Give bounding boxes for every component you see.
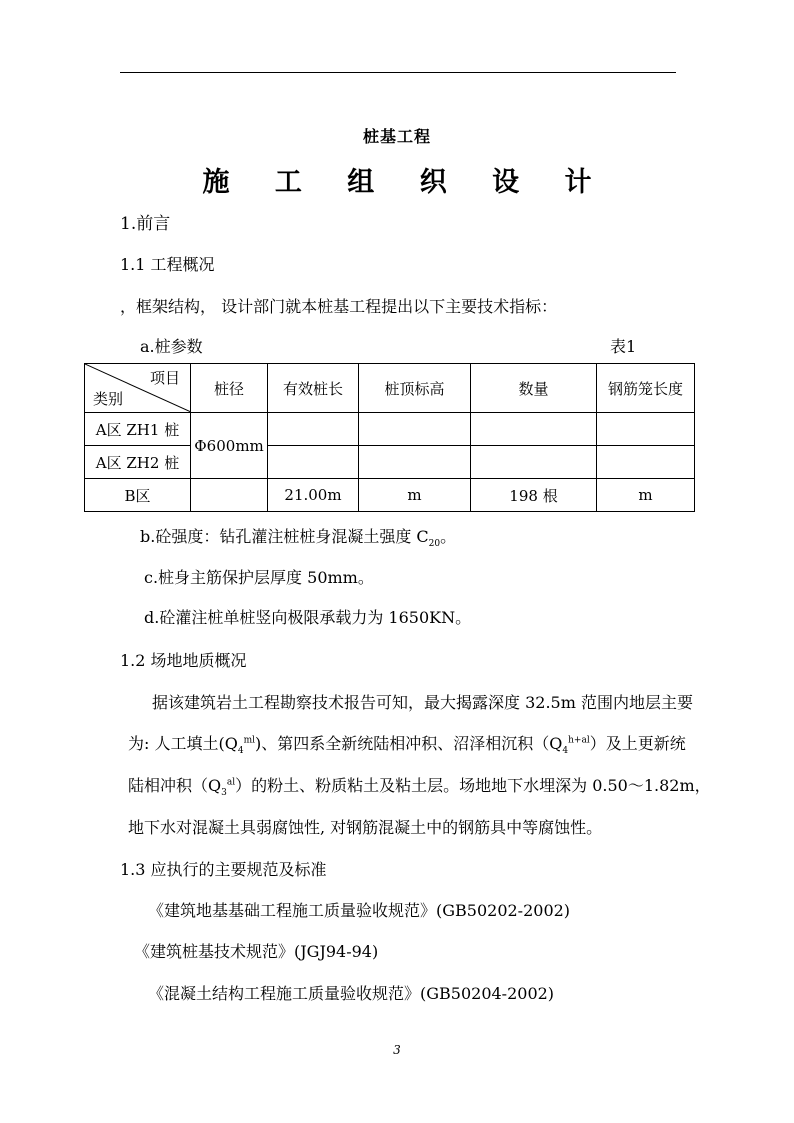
standard-item: 《建筑地基基础工程施工质量验收规范》(GB50202-2002) bbox=[148, 901, 571, 920]
geology-line-1: 据该建筑岩土工程勘察技术报告可知，最大揭露深度 32.5m 范围内地层主要 bbox=[152, 693, 693, 712]
table-header-row bbox=[85, 364, 695, 413]
table-cell bbox=[359, 413, 471, 446]
table-corner-cell bbox=[85, 364, 191, 413]
table-number: 表1 bbox=[610, 337, 637, 356]
table-cell: m bbox=[359, 479, 471, 512]
section-heading-1: 1.前言 bbox=[120, 214, 171, 234]
table-cell bbox=[471, 446, 597, 479]
table-cell bbox=[268, 413, 359, 446]
section-heading-1-3: 1.3 应执行的主要规范及标准 bbox=[120, 860, 327, 879]
table-cell bbox=[359, 446, 471, 479]
table-header-cell: 桩径 bbox=[191, 364, 268, 413]
corner-label-item: 项目 bbox=[149, 369, 180, 387]
page-number: 3 bbox=[393, 1043, 401, 1057]
table-row-category: B区 bbox=[85, 479, 191, 512]
section-heading-1-2: 1.2 场地地质概况 bbox=[120, 651, 247, 670]
corner-label-category: 类别 bbox=[93, 390, 124, 408]
table-header-cell: 数量 bbox=[471, 364, 597, 413]
geology-line-2: 为: 人工填土$(Q_4^{ml})$、第四系全新统陆相冲积、沼泽相沉积$(Q_4^{h+al})$及上更新统 bbox=[128, 734, 686, 757]
table-cell bbox=[597, 446, 695, 479]
standard-item: 《混凝土结构工程施工质量验收规范》(GB50204-2002) bbox=[148, 984, 555, 1003]
table-cell bbox=[471, 413, 597, 446]
standard-item: 《建筑桩基技术规范》(JGJ94-94) bbox=[134, 942, 379, 961]
intro-paragraph: ，框架结构， 设计部门就本桩基工程提出以下主要技术指标： bbox=[120, 297, 558, 316]
geology-line-3: 陆相冲积$(Q_3^{al})$的粉土、粉质粘土及粘土层。场地地下水埋深为 0.50～1.82m， bbox=[128, 776, 711, 799]
header-rule bbox=[120, 72, 676, 73]
table-cell bbox=[597, 413, 695, 446]
table-cell: m bbox=[597, 479, 695, 512]
item-b-concrete-strength: b.砼强度：钻孔灌注桩桩身混凝土强度 $C_{20}$。 bbox=[140, 527, 457, 550]
table-caption: a.桩参数 bbox=[140, 337, 203, 356]
table-row bbox=[85, 479, 695, 512]
table-row bbox=[85, 446, 695, 479]
pile-diameter-cell: Ф600mm bbox=[191, 413, 268, 479]
item-c-cover-thickness: c.桩身主筋保护层厚度 50mm。 bbox=[144, 568, 374, 587]
table-row-category: A区 ZH1 桩 bbox=[85, 413, 191, 446]
geology-line-4: 地下水对混凝土具弱腐蚀性, 对钢筋混凝土中的钢筋具中等腐蚀性。 bbox=[128, 818, 603, 837]
document-subtitle: 桩基工程 bbox=[362, 127, 431, 146]
table-row bbox=[85, 413, 695, 446]
pile-parameters-table bbox=[84, 363, 695, 512]
table-row-category: A区 ZH2 桩 bbox=[85, 446, 191, 479]
table-header-cell: 有效桩长 bbox=[268, 364, 359, 413]
table-cell: 198 根 bbox=[471, 479, 597, 512]
table-header-cell: 桩顶标高 bbox=[359, 364, 471, 413]
table-cell: 21.00m bbox=[268, 479, 359, 512]
table-cell bbox=[268, 446, 359, 479]
section-heading-1-1: 1.1 工程概况 bbox=[120, 255, 215, 274]
document-title: 施 工 组 织 设 计 bbox=[202, 167, 610, 198]
table-header-cell: 钢筋笼长度 bbox=[597, 364, 695, 413]
table-cell bbox=[191, 479, 268, 512]
item-d-bearing-capacity: d.砼灌注桩单桩竖向极限承载力为 1650KN。 bbox=[144, 608, 472, 627]
